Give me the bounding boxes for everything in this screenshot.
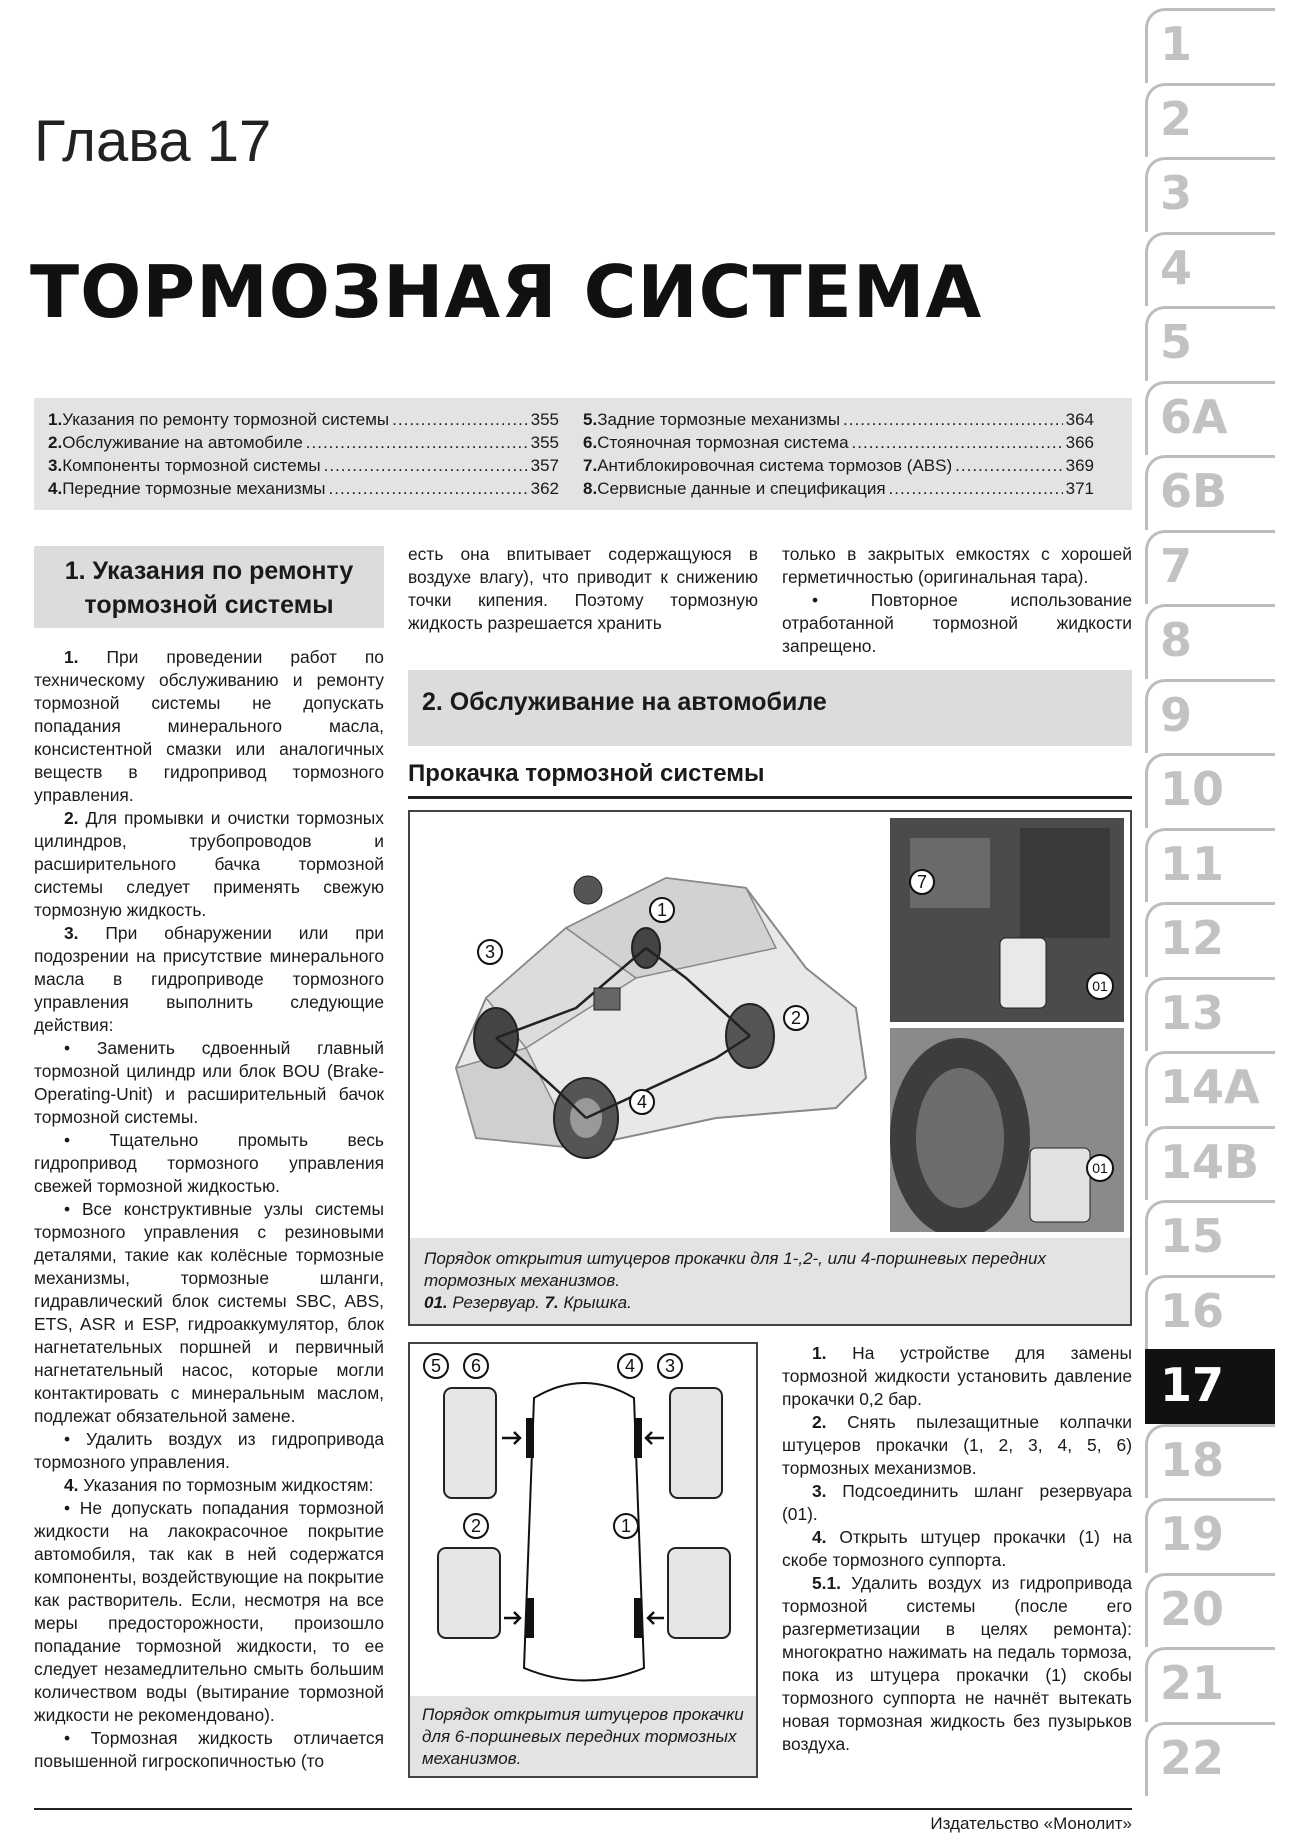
caliper-diagram <box>414 1348 752 1698</box>
section-1-text <box>34 646 384 1773</box>
bullet-item: • Не допускать попадания тормозной жидкости на лакокрасочное покрытие автомобиля, так как в ней содержатся компоненты, воздействующие на покрытие как растворитель. Если, несмотря на все меры предосторожности, произошло попадание тормозной жидкости, то ее следует незамедлительно смыть большим количеством воды (вытирание тормозной жидкости не рекомендовано). <box>34 1498 384 1725</box>
chapter-tab-9[interactable]: 9 <box>1145 679 1275 754</box>
toc-label: Указания по ремонту тормозной системы <box>62 410 390 429</box>
chapter-tab-12[interactable]: 12 <box>1145 902 1275 977</box>
section-1-title-line1: 1. Указания по ремонту <box>64 557 354 585</box>
page-title: ТОРМОЗНАЯ СИСТЕМА <box>30 250 983 334</box>
chapter-tab-6A[interactable]: 6A <box>1145 381 1275 456</box>
section-1-continued-2 <box>782 543 1132 658</box>
chapter-tab-6B[interactable]: 6B <box>1145 455 1275 530</box>
toc-num: 2. <box>48 433 63 452</box>
chapter-tabs <box>1145 8 1275 1796</box>
toc-leader <box>329 477 528 500</box>
paragraph: 1. При проведении работ по техническому обслуживанию и ремонту тормозной системы не допускать попадания минерального масла, консистентной смазки или аналогичных веществ в гидропривод тормозного управления. <box>34 647 384 805</box>
chapter-tab-22[interactable]: 22 <box>1145 1722 1275 1797</box>
toc-page: 371 <box>1065 479 1094 498</box>
figure-bleeding-order <box>408 810 1132 1326</box>
toc-leader <box>852 431 1063 454</box>
reservoir-cap-photo <box>890 818 1124 1022</box>
toc-item[interactable] <box>48 431 559 454</box>
section-1-continued <box>408 543 758 635</box>
paragraph: есть она впитывает содержащуюся в воздухе влагу), что приводит к снижению точки кипения. Поэтому тормозную жидкость разрешается хранить <box>408 544 758 633</box>
toc-page: 366 <box>1065 433 1094 452</box>
bullet-item: • Тщательно промыть весь гидропривод тормозного управления свежей тормозной жидкостью. <box>34 1130 384 1196</box>
step: 5.1. Удалить воздух из гидропривода тормозной системы (после его разгерметизации в целях ремонта): многократно нажимать на педаль тормоза, пока из штуцера прокачки (1) скобы тормозного суппорта не начнёт вытекать новая тормозная жидкость без пузырьков воздуха. <box>782 1573 1132 1754</box>
toc-leader <box>889 477 1063 500</box>
callout-label: 4 <box>624 1356 636 1376</box>
paragraph: 4. Указания по тормозным жидкостям: <box>64 1475 374 1495</box>
callout-label: 1 <box>656 900 668 920</box>
callout-label: 01 <box>1092 1160 1108 1176</box>
toc-num: 6. <box>583 433 598 452</box>
figure-caption: Порядок открытия штуцеров прокачки для 6-поршневых передних тормозных механизмов. <box>410 1696 756 1776</box>
toc-item[interactable] <box>48 408 559 431</box>
toc-label: Обслуживание на автомобиле <box>62 433 303 452</box>
toc-label: Передние тормозные механизмы <box>62 479 326 498</box>
toc-page: 364 <box>1065 410 1094 429</box>
chapter-tab-15[interactable]: 15 <box>1145 1200 1275 1275</box>
callout-label: 2 <box>470 1516 482 1536</box>
toc-leader <box>955 454 1062 477</box>
chapter-tab-19[interactable]: 19 <box>1145 1498 1275 1573</box>
toc-num: 1. <box>48 410 63 429</box>
chapter-tab-17[interactable]: 17 <box>1145 1349 1275 1424</box>
toc-num: 8. <box>583 479 598 498</box>
toc-num: 7. <box>583 456 598 475</box>
callout-label: 1 <box>620 1516 632 1536</box>
toc-label: Стояночная тормозная система <box>597 433 849 452</box>
chapter-tab-14B[interactable]: 14B <box>1145 1126 1275 1201</box>
subsection-heading: Прокачка тормозной системы <box>408 760 1132 799</box>
paragraph: только в закрытых емкостях с хорошей герметичностью (оригинальная тара). <box>782 544 1132 587</box>
toc-right-column <box>583 408 1118 500</box>
caption-text: Порядок открытия штуцеров прокачки для 1-,2-, или 4-поршневых передних тормозных механизмов. <box>424 1249 1046 1290</box>
chapter-tab-5[interactable]: 5 <box>1145 306 1275 381</box>
step: 3. Подсоединить шланг резервуара (01). <box>782 1481 1132 1524</box>
callout-label: 6 <box>470 1356 482 1376</box>
figure-caption <box>410 1238 1130 1324</box>
toc-item[interactable] <box>583 408 1094 431</box>
chapter-tab-3[interactable]: 3 <box>1145 157 1275 232</box>
bullet-item: • Заменить сдвоенный главный тормозной цилиндр или блок BOU (Brake-Operating-Unit) и расширительный бачок тормозной системы. <box>34 1038 384 1127</box>
caption-legend: 01. Резервуар. 7. Крышка. <box>424 1293 632 1312</box>
bullet-item: • Все конструктивные узлы системы тормозного управления с резиновыми деталями, такие как колёсные тормозные механизмы, тормозные шланги, гидравлический блок системы SBC, ABS, ETS, ASR и ESP, гидроаккумулятор, блок нагнетательных поршней и первичный нагнетательный насос, которые могли контактировать с минеральным маслом, подлежат обязательной замене. <box>34 1199 384 1426</box>
table-of-contents <box>34 398 1132 510</box>
toc-left-column <box>48 408 583 500</box>
toc-leader <box>392 408 527 431</box>
callout-label: 5 <box>430 1356 442 1376</box>
paragraph: 2. Для промывки и очистки тормозных цилиндров, трубопроводов и расширительного бачка тормозной системы следует применять свежую тормозную жидкость. <box>34 808 384 920</box>
toc-num: 3. <box>48 456 63 475</box>
toc-item[interactable] <box>48 454 559 477</box>
toc-label: Сервисные данные и спецификация <box>597 479 886 498</box>
chapter-tab-10[interactable]: 10 <box>1145 753 1275 828</box>
chapter-tab-21[interactable]: 21 <box>1145 1647 1275 1722</box>
toc-leader <box>306 431 528 454</box>
bullet-item: • Тормозная жидкость отличается повышенной гигроскопичностью (то <box>34 1728 384 1771</box>
chapter-tab-18[interactable]: 18 <box>1145 1424 1275 1499</box>
toc-leader <box>324 454 528 477</box>
toc-num: 4. <box>48 479 63 498</box>
toc-label: Задние тормозные механизмы <box>597 410 841 429</box>
chapter-tab-8[interactable]: 8 <box>1145 604 1275 679</box>
chapter-tab-16[interactable]: 16 <box>1145 1275 1275 1350</box>
paragraph: 3. При обнаружении или при подозрении на присутствие минерального масла в гидроприводе тормозного управления выполнить следующие действия: <box>34 923 384 1035</box>
step: 2. Снять пылезащитные колпачки штуцеров прокачки (1, 2, 3, 4, 5, 6) тормозных механизмов. <box>782 1412 1132 1478</box>
section-1-heading <box>34 546 384 628</box>
step: 1. На устройстве для замены тормозной жидкости установить давление прокачки 0,2 бар. <box>782 1343 1132 1409</box>
toc-page: 355 <box>530 433 559 452</box>
chapter-label: Глава 17 <box>34 109 272 174</box>
toc-page: 362 <box>530 479 559 498</box>
section-1-title-line2: тормозной системы <box>84 591 334 619</box>
callout-label: 01 <box>1092 978 1108 994</box>
toc-page: 357 <box>530 456 559 475</box>
figure-6-piston-order <box>408 1342 758 1778</box>
section-2-steps <box>782 1342 1132 1756</box>
chapter-tab-14A[interactable]: 14A <box>1145 1051 1275 1126</box>
section-2-heading: 2. Обслуживание на автомобиле <box>408 670 1132 746</box>
car-illustration <box>416 818 884 1230</box>
chapter-tab-4[interactable]: 4 <box>1145 232 1275 307</box>
toc-item[interactable] <box>583 431 1094 454</box>
callout-label: 3 <box>664 1356 676 1376</box>
callout-label: 3 <box>484 942 496 962</box>
chapter-tab-7[interactable]: 7 <box>1145 530 1275 605</box>
chapter-tab-2[interactable]: 2 <box>1145 83 1275 158</box>
callout-label: 4 <box>636 1092 648 1112</box>
toc-item[interactable] <box>48 477 559 500</box>
toc-page: 369 <box>1065 456 1094 475</box>
toc-item[interactable] <box>583 454 1094 477</box>
callout-label: 7 <box>916 872 928 892</box>
toc-leader <box>843 408 1063 431</box>
toc-label: Антиблокировочная система тормозов (ABS) <box>597 456 953 475</box>
wheel-bleeding-photo <box>890 1028 1124 1232</box>
chapter-tab-13[interactable]: 13 <box>1145 977 1275 1052</box>
step: 4. Открыть штуцер прокачки (1) на скобе тормозного суппорта. <box>782 1527 1132 1570</box>
car-brake-diagram <box>416 818 884 1230</box>
toc-label: Компоненты тормозной системы <box>62 456 321 475</box>
toc-num: 5. <box>583 410 598 429</box>
bullet-item: • Повторное использование отработанной тормозной жидкости запрещено. <box>782 590 1132 656</box>
chapter-tab-20[interactable]: 20 <box>1145 1573 1275 1648</box>
chapter-tab-11[interactable]: 11 <box>1145 828 1275 903</box>
toc-item[interactable] <box>583 477 1094 500</box>
toc-page: 355 <box>530 410 559 429</box>
bullet-item: • Удалить воздух из гидропривода тормозного управления. <box>34 1429 384 1472</box>
footer-divider <box>34 1808 1132 1810</box>
publisher-footer: Издательство «Монолит» <box>930 1814 1132 1833</box>
chapter-tab-1[interactable]: 1 <box>1145 8 1275 83</box>
callout-label: 2 <box>790 1008 802 1028</box>
